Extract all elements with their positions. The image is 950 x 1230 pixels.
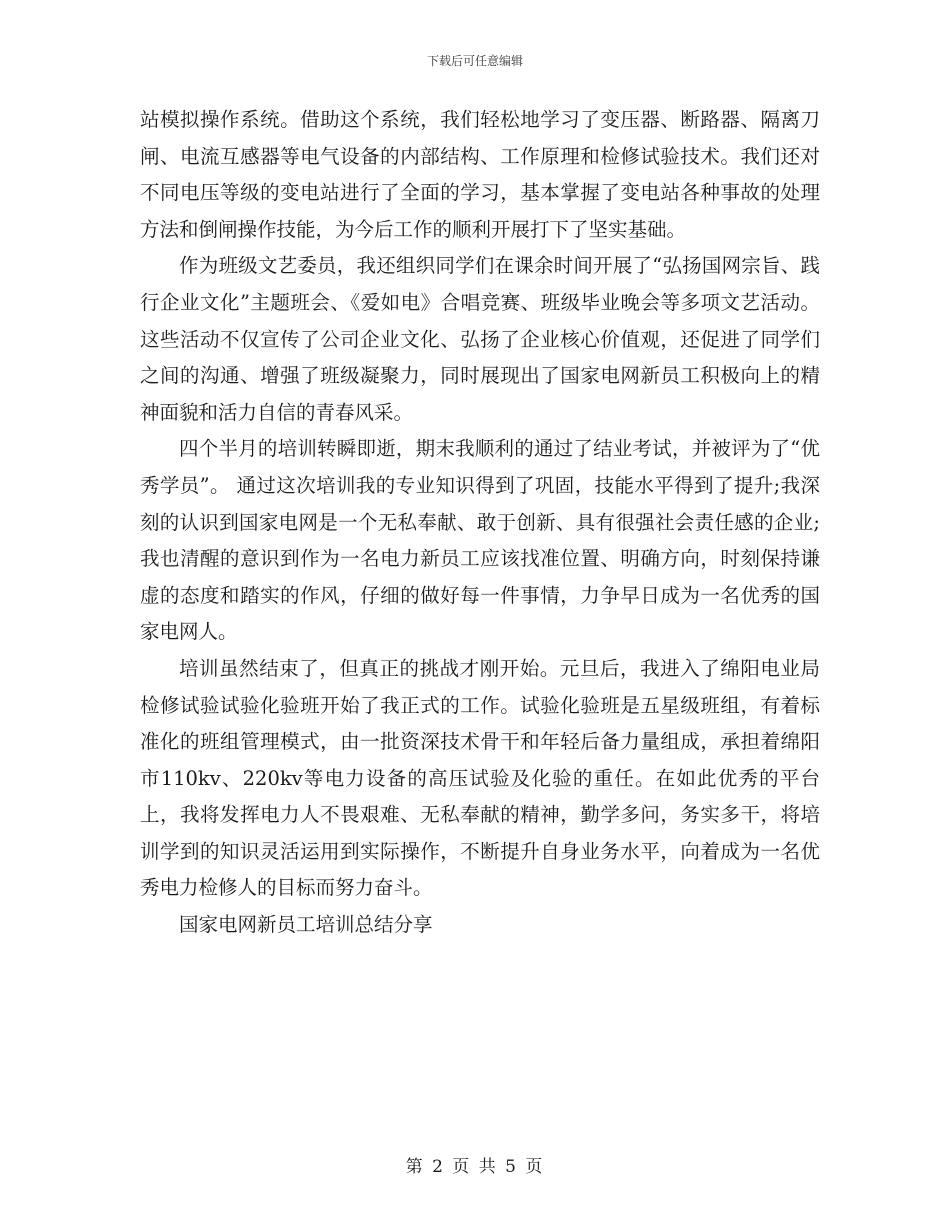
- paragraph-work-start: 培训虽然结束了，但真正的挑战才刚开始。元旦后，我进入了绵阳电业局检修试验试验化验班开始了我正式的工作。试验化验班是五星级班组，有着标准化的班组管理模式，由一批资深技术骨干和年轻后备力量组成，承担着绵阳市110kv、220kv等电力设备的高压试验及化验的重任。在如此优秀的平台上，我将发挥电力人不畏艰难、无私奉献的精神，勤学多问，务实多干，将培训学到的知识灵活运用到实际操作，不断提升自身业务水平，向着成为一名优秀电力检修人的目标而努力奋斗。: [140, 656, 820, 900]
- document-body: [140, 102, 820, 944]
- page-header: 下载后可任意编辑: [426, 54, 523, 68]
- paragraph-activities: 作为班级文艺委员，我还组织同学们在课余时间开展了“弘扬国网宗旨、践行企业文化”主题班会、《爱如电》合唱竞赛、班级毕业晚会等多项文艺活动。这些活动不仅宣传了公司企业文化、弘扬了企业核心价值观，还促进了同学们之间的沟通、增强了班级凝聚力，同时展现出了国家电网新员工积极向上的精神面貌和活力自信的青春风采。: [140, 254, 820, 424]
- page-number: 第 2 页 共 5 页: [405, 1157, 545, 1177]
- next-section-title: 国家电网新员工培训总结分享: [179, 913, 433, 937]
- paragraph-continuation: 站模拟操作系统。借助这个系统，我们轻松地学习了变压器、断路器、隔离刀闸、电流互感器等电气设备的内部结构、工作原理和检修试验技术。我们还对不同电压等级的变电站进行了全面的学习，基本掌握了变电站各种事故的处理方法和倒闸操作技能，为今后工作的顺利开展打下了坚实基础。: [140, 108, 820, 241]
- paragraph-graduation: 四个半月的培训转瞬即逝，期末我顺利的通过了结业考试，并被评为了“优秀学员”。 通过这次培训我的专业知识得到了巩固，技能水平得到了提升;我深刻的认识到国家电网是一个无私奉献、敢于创新、具有很强社会责任感的企业;我也清醒的意识到作为一名电力新员工应该找准位置、明确方向，时刻保持谦虚的态度和踏实的作风，仔细的做好每一件事情，力争早日成为一名优秀的国家电网人。: [140, 437, 820, 644]
